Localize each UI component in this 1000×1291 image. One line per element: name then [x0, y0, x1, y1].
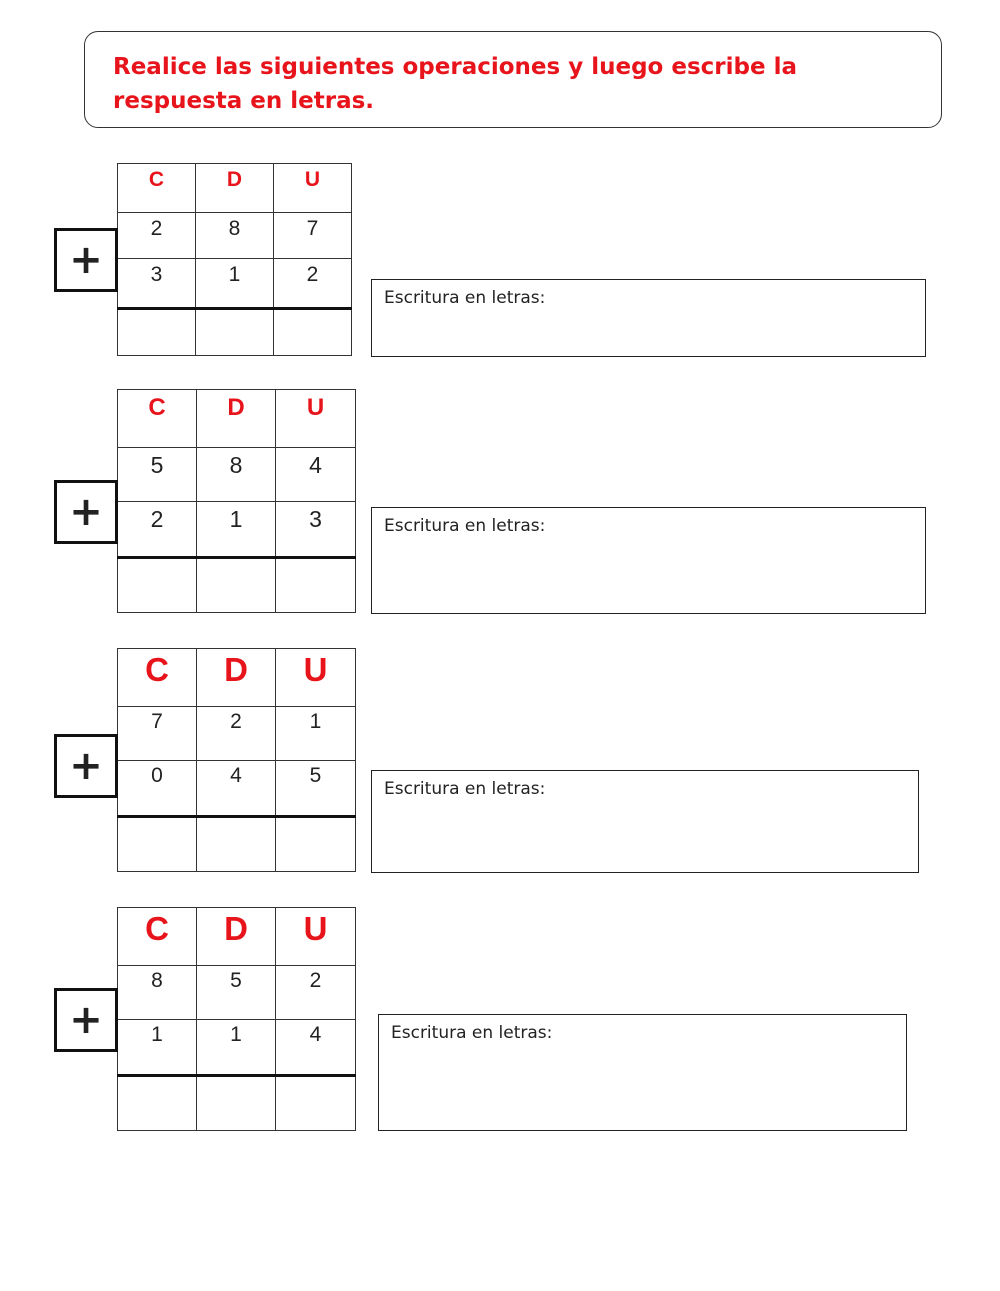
- words-label: Escritura en letras:: [391, 1023, 553, 1043]
- addend1-digit-c: 7: [118, 707, 197, 761]
- answer-cell-c[interactable]: [118, 1076, 197, 1131]
- column-header-u: U: [276, 390, 356, 448]
- answer-cell-d[interactable]: [196, 309, 274, 356]
- addend2-digit-d: 4: [197, 761, 276, 817]
- column-header-d: D: [196, 164, 274, 213]
- addend1-digit-d: 2: [197, 707, 276, 761]
- addend2-digit-u: 2: [274, 259, 352, 309]
- answer-cell-c[interactable]: [118, 309, 196, 356]
- addend1-digit-c: 2: [118, 213, 196, 259]
- cdu-table: [117, 389, 356, 613]
- answer-cell-d[interactable]: [197, 1076, 276, 1131]
- column-header-u: U: [276, 908, 356, 966]
- column-header-c: C: [118, 390, 197, 448]
- plus-sign: +: [54, 228, 118, 292]
- addend2-digit-c: 2: [118, 502, 197, 558]
- addend2-digit-c: 3: [118, 259, 196, 309]
- addend1-digit-c: 5: [118, 448, 197, 502]
- addend1-digit-u: 2: [276, 966, 356, 1020]
- addend2-digit-d: 1: [196, 259, 274, 309]
- column-header-d: D: [197, 649, 276, 707]
- addend1-digit-u: 4: [276, 448, 356, 502]
- words-answer-box[interactable]: [378, 1014, 907, 1131]
- column-header-u: U: [274, 164, 352, 213]
- column-header-d: D: [197, 390, 276, 448]
- answer-cell-c[interactable]: [118, 817, 197, 872]
- answer-cell-u[interactable]: [276, 817, 356, 872]
- column-header-c: C: [118, 164, 196, 213]
- column-header-d: D: [197, 908, 276, 966]
- instruction-box: [84, 31, 942, 128]
- words-answer-box[interactable]: [371, 507, 926, 614]
- addend2-digit-u: 3: [276, 502, 356, 558]
- addend2-digit-c: 0: [118, 761, 197, 817]
- addend2-digit-d: 1: [197, 1020, 276, 1076]
- addend1-digit-d: 8: [196, 213, 274, 259]
- answer-cell-u[interactable]: [274, 309, 352, 356]
- words-label: Escritura en letras:: [384, 288, 546, 308]
- addend2-digit-d: 1: [197, 502, 276, 558]
- addend1-digit-u: 1: [276, 707, 356, 761]
- words-answer-box[interactable]: [371, 279, 926, 357]
- addend1-digit-u: 7: [274, 213, 352, 259]
- addend1-digit-c: 8: [118, 966, 197, 1020]
- cdu-table: [117, 907, 356, 1131]
- addend2-digit-c: 1: [118, 1020, 197, 1076]
- addend2-digit-u: 4: [276, 1020, 356, 1076]
- answer-cell-d[interactable]: [197, 817, 276, 872]
- column-header-u: U: [276, 649, 356, 707]
- words-label: Escritura en letras:: [384, 779, 546, 799]
- plus-sign: +: [54, 480, 118, 544]
- plus-sign: +: [54, 988, 118, 1052]
- cdu-table: [117, 648, 356, 872]
- answer-cell-c[interactable]: [118, 558, 197, 613]
- addend1-digit-d: 8: [197, 448, 276, 502]
- addend2-digit-u: 5: [276, 761, 356, 817]
- addend1-digit-d: 5: [197, 966, 276, 1020]
- instruction-text: Realice las siguientes operaciones y luego escribe la respuesta en letras.: [113, 54, 797, 114]
- plus-sign: +: [54, 734, 118, 798]
- words-label: Escritura en letras:: [384, 516, 546, 536]
- column-header-c: C: [118, 649, 197, 707]
- answer-cell-u[interactable]: [276, 558, 356, 613]
- words-answer-box[interactable]: [371, 770, 919, 873]
- answer-cell-u[interactable]: [276, 1076, 356, 1131]
- cdu-table: [117, 163, 352, 356]
- column-header-c: C: [118, 908, 197, 966]
- answer-cell-d[interactable]: [197, 558, 276, 613]
